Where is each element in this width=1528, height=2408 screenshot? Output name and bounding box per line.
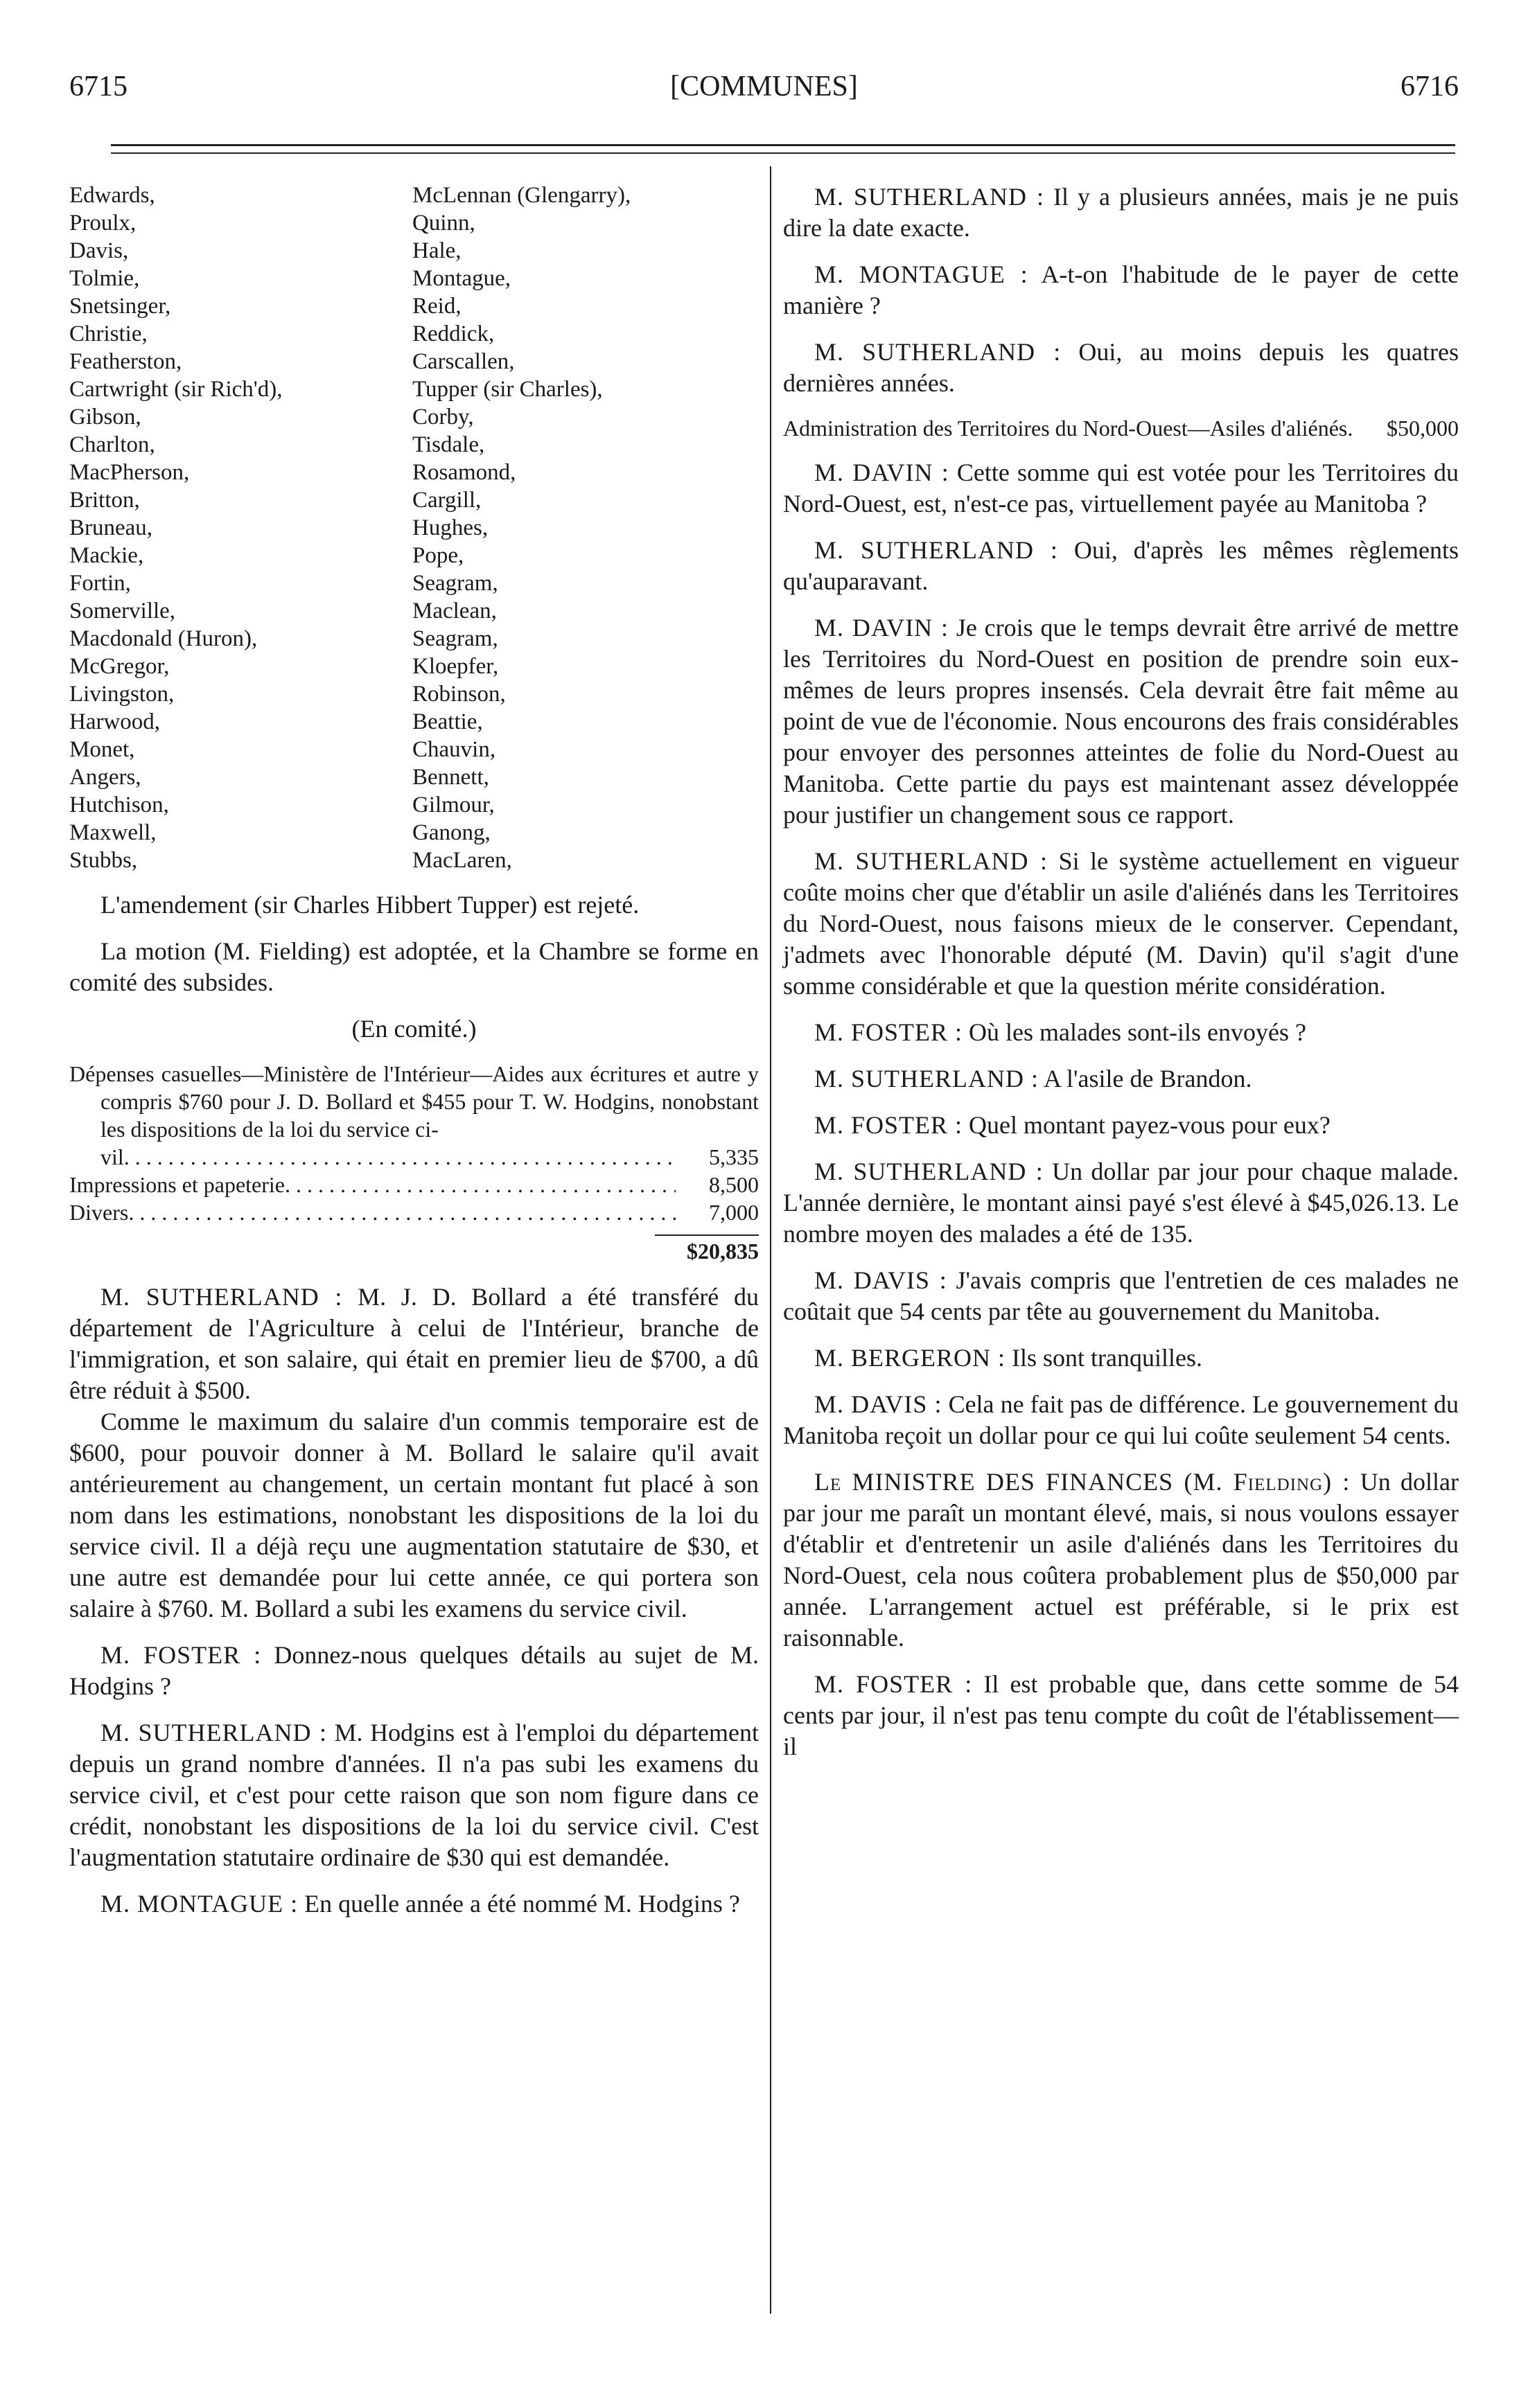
speaker-name: M. FOSTER : [814, 1111, 963, 1139]
speech-paragraph [783, 259, 1459, 321]
speaker-name: M. SUTHERLAND : [814, 1065, 1039, 1092]
budget-line [69, 1198, 759, 1226]
vote-name: Corby, [412, 405, 474, 430]
vote-name: Edwards, [69, 183, 155, 208]
speech-paragraph [783, 535, 1459, 597]
speaker-name: M. DAVIN : [814, 614, 949, 641]
speech-paragraph [69, 1640, 759, 1702]
speech-text: Oui, au moins depuis les quatres dernières années. [783, 338, 1459, 397]
speech-paragraph [783, 182, 1459, 244]
vote-name: Gibson, [69, 405, 141, 430]
budget-item-text: Dépenses casuelles—Ministère de l'Intérieur—Aides aux écritures et autre y compris $760 pour J. D. Bollard et $455 pour T. W. Hodgins, nonobstant les dispositions de la loi du service ci- [69, 1061, 759, 1142]
speaker-name: M. SUTHERLAND : [814, 183, 1045, 211]
speech-text: Donnez-nous quelques détails au sujet de M. Hodgins ? [69, 1641, 759, 1700]
speech-text: Oui, d'après les mêmes règlements qu'auparavant. [783, 536, 1459, 595]
speaker-name: M. DAVIN : [814, 459, 949, 486]
leader-dots [124, 1143, 676, 1171]
budget-item-text: Impressions et papeterie [69, 1172, 285, 1197]
vote-name: Seagram, [412, 626, 498, 651]
vote-name: Britton, [69, 488, 140, 513]
vote-name: Kloepfer, [412, 654, 499, 679]
speaker-name: M. FOSTER : [100, 1641, 262, 1669]
vote-name-list [69, 182, 759, 874]
speech-paragraph [783, 337, 1459, 399]
budget-total: $20,835 [687, 1239, 759, 1264]
speech-text: A l'asile de Brandon. [1044, 1065, 1252, 1092]
vote-name: Rosamond, [412, 460, 516, 485]
vote-name: Bennett, [412, 765, 489, 790]
leader-dots [128, 1198, 676, 1226]
speaker-name: M. SUTHERLAND : [100, 1719, 328, 1746]
speech-paragraph [783, 1063, 1459, 1095]
column-divider [770, 166, 771, 2314]
vote-name: Maclean, [412, 599, 497, 623]
budget-amount: 5,335 [709, 1144, 759, 1169]
vote-name: MacPherson, [69, 460, 190, 485]
vote-name: Charlton, [69, 432, 155, 457]
vote-name: Reddick, [412, 321, 495, 346]
leader-dots [1347, 414, 1355, 442]
vote-name: Davis, [69, 238, 129, 263]
speech-text: Il y a plusieurs années, mais je ne puis dire la date exacte. [783, 183, 1459, 242]
vote-name: Snetsinger, [69, 294, 171, 319]
speaker-name: M. SUTHERLAND : [100, 1283, 343, 1311]
speech-text: Un dollar par jour pour chaque malade. L'année dernière, le montant ainsi payé s'est élevé à $45,026.13. Le nombre moyen des malades a été de 135. [783, 1158, 1459, 1248]
speech-paragraph [783, 1467, 1459, 1654]
speaker-name: M. DAVIS : [814, 1266, 947, 1294]
vote-name: Harwood, [69, 709, 161, 734]
speaker-name: M. DAVIS : [814, 1390, 942, 1418]
running-title: [COMMUNES] [670, 71, 858, 103]
vote-name: Pope, [412, 543, 464, 568]
budget-amount: $50,000 [1387, 416, 1459, 441]
speech-text: Ils sont tranquilles. [1012, 1344, 1203, 1372]
speaker-name: M. SUTHERLAND : [814, 847, 1048, 875]
speech-paragraph [783, 1669, 1459, 1762]
vote-name: Chauvin, [412, 737, 496, 762]
speech-text: Quel montant payez-vous pour eux? [969, 1111, 1331, 1139]
vote-name: Somerville, [69, 599, 176, 623]
budget-amount: 7,000 [709, 1200, 759, 1225]
speech-paragraph [783, 457, 1459, 520]
speech-text: Cela ne fait pas de différence. Le gouvernement du Manitoba reçoit un dollar pour ce qui lui coûte seulement 54 cents. [783, 1390, 1459, 1449]
vote-name: Livingston, [69, 682, 175, 707]
budget-item-text: Administration des Territoires du Nord-Ouest—Asiles d'aliénés [783, 416, 1348, 441]
vote-name: Hutchison, [69, 793, 169, 817]
vote-name: Monet, [69, 737, 135, 762]
vote-name: Cargill, [412, 488, 482, 513]
page-number-right: 6716 [1400, 71, 1459, 103]
speech-paragraph [69, 1717, 759, 1873]
vote-name: Tisdale, [412, 432, 485, 457]
speech-paragraph [783, 612, 1459, 831]
header-rule-thin [111, 152, 1455, 154]
vote-name: Quinn, [412, 211, 475, 236]
vote-name: Mackie, [69, 543, 144, 568]
vote-name: McLennan (Glengarry), [412, 183, 631, 208]
speech-paragraph [69, 1888, 759, 1920]
speech-text: Où les malades sont-ils envoyés ? [969, 1018, 1306, 1046]
vote-name: Cartwright (sir Rich'd), [69, 377, 283, 402]
page-number-left: 6715 [69, 71, 128, 103]
speech-paragraph [783, 1017, 1459, 1048]
vote-name: Reid, [412, 294, 462, 319]
speech-text: J'avais compris que l'entretien de ces malades ne coûtait que 54 cents par tête au gouvernement du Manitoba. [783, 1266, 1459, 1325]
speech-text: En quelle année a été nommé M. Hodgins ? [304, 1890, 740, 1918]
speech-paragraph [783, 1156, 1459, 1250]
vote-name: MacLaren, [412, 848, 512, 873]
speaker-name: Le MINISTRE DES FINANCES (M. Fielding) : [814, 1468, 1351, 1496]
budget-item-last: vil [100, 1144, 124, 1169]
speech-paragraph [783, 1343, 1459, 1374]
vote-name: Beattie, [412, 709, 483, 734]
vote-name: Stubbs, [69, 848, 138, 873]
budget-amount: 8,500 [709, 1172, 759, 1197]
vote-name: Featherston, [69, 349, 182, 374]
speaker-name: M. MONTAGUE : [100, 1890, 299, 1918]
speech-text: M. Hodgins est à l'emploi du département depuis un grand nombre d'années. Il n'a pas subi les examens du service civil, et c'est pour cette raison que son nom figure dans ce crédit, nonobstant les dispositions de la loi du service civil. C'est l'augmentation statutaire ordinaire de $30 qui est demandée. [69, 1719, 759, 1871]
budget-line [783, 414, 1459, 442]
speaker-name: M. FOSTER : [814, 1670, 973, 1698]
speech-paragraph [783, 1389, 1459, 1451]
vote-name: Hale, [412, 238, 462, 263]
vote-name: Hughes, [412, 515, 489, 540]
speech-paragraph [783, 846, 1459, 1002]
speech-text: Je crois que le temps devrait être arrivé de mettre les Territoires du Nord-Ouest en position de prendre soin eux-mêmes de leurs propres insensés. Cela devrait être fait même au point de vue de l'économie. Nous encourons des frais considérables pour envoyer des personnes atteintes de folie du Nord-Ouest au Manitoba. Cette partie du pays est maintenant assez développée pour justifier un changement sous ce rapport. [783, 614, 1459, 829]
speech-text: A-t-on l'habitude de le payer de cette manière ? [783, 260, 1459, 319]
speaker-name: M. SUTHERLAND : [814, 536, 1058, 564]
speaker-name: M. FOSTER : [814, 1018, 963, 1046]
vote-name: Gilmour, [412, 793, 495, 817]
speaker-name: M. SUTHERLAND : [814, 338, 1062, 366]
vote-name: Bruneau, [69, 515, 153, 540]
committee-heading: (En comité.) [351, 1015, 477, 1043]
speaker-name: M. SUTHERLAND : [814, 1158, 1044, 1185]
vote-name: Proulx, [69, 211, 137, 236]
vote-name: Montague, [412, 266, 511, 291]
budget-item-text: Divers [69, 1200, 129, 1225]
header-rule [111, 144, 1455, 146]
speech-paragraph [783, 1110, 1459, 1141]
speech-text: Il est probable que, dans cette somme de 54 cents par jour, il n'est pas tenu compte du coût de l'établissement—il [783, 1670, 1459, 1760]
vote-name: Tupper (sir Charles), [412, 377, 603, 402]
vote-name: Macdonald (Huron), [69, 626, 258, 651]
speech-text: Un dollar par jour me paraît un montant élevé, mais, si nous voulons essayer d'établir et d'entretenir un asile d'aliénés dans les Territoires du Nord-Ouest, cela nous coûtera probablement plus de $50,000 par année. L'arrangement actuel est préférable, si le prix est raisonnable. [783, 1468, 1459, 1652]
budget-line [69, 1171, 759, 1198]
budget-line [69, 1143, 759, 1171]
budget-block-asylum [783, 414, 1459, 442]
speaker-name: M. MONTAGUE : [814, 260, 1028, 288]
speech-paragraph [783, 1265, 1459, 1327]
left-column [69, 182, 759, 1920]
amendment-paragraph: L'amendement (sir Charles Hibbert Tupper) est rejeté. [100, 891, 640, 919]
speech-text: Cette somme qui est votée pour les Territoires du Nord-Ouest, est, n'est-ce pas, virtuellement payée au Manitoba ? [783, 459, 1459, 517]
vote-name: Maxwell, [69, 820, 157, 845]
leader-dots [285, 1171, 676, 1198]
vote-name: Robinson, [412, 682, 506, 707]
vote-name: Fortin, [69, 571, 131, 596]
speech-paragraph [69, 1282, 759, 1406]
vote-name: Tolmie, [69, 266, 140, 291]
vote-name: Christie, [69, 321, 148, 346]
speech-text: M. J. D. Bollard a été transféré du département de l'Agriculture à celui de l'Intérieur, branche de l'immigration, et son salaire, qui était en premier lieu de $700, a dû être réduit à $500. [69, 1283, 759, 1404]
vote-name: McGregor, [69, 654, 170, 679]
right-column [783, 182, 1459, 1762]
speech-text: Si le système actuellement en vigueur coûte moins cher que d'établir un asile d'aliénés dans les Territoires du Nord-Ouest, nous faisons mieux de le conserver. Cependant, j'admets avec l'honorable député (M. Davin) qu'il s'agit d'une somme considérable et que la question mérite considération. [783, 847, 1459, 1000]
vote-name: Seagram, [412, 571, 498, 596]
vote-name: Carscallen, [412, 349, 515, 374]
vote-name: Ganong, [412, 820, 491, 845]
vote-name: Angers, [69, 765, 141, 790]
speech-paragraph: Comme le maximum du salaire d'un commis temporaire est de $600, pour pouvoir donner à M. Bollard le salaire qu'il avait antérieurement au changement, un certain montant fut placé à son nom dans les estimations, nonobstant les dispositions de la loi du service civil. Il a déjà reçu une augmentation statutaire de $30, et une autre est demandée pour lui cette année, ce qui portera son salaire à $760. M. Bollard a subi les examens du service civil. [69, 1408, 759, 1622]
speaker-name: M. BERGERON : [814, 1344, 1006, 1372]
budget-block-casual [69, 1060, 759, 1266]
motion-paragraph: La motion (M. Fielding) est adoptée, et la Chambre se forme en comité des subsides. [69, 937, 759, 996]
